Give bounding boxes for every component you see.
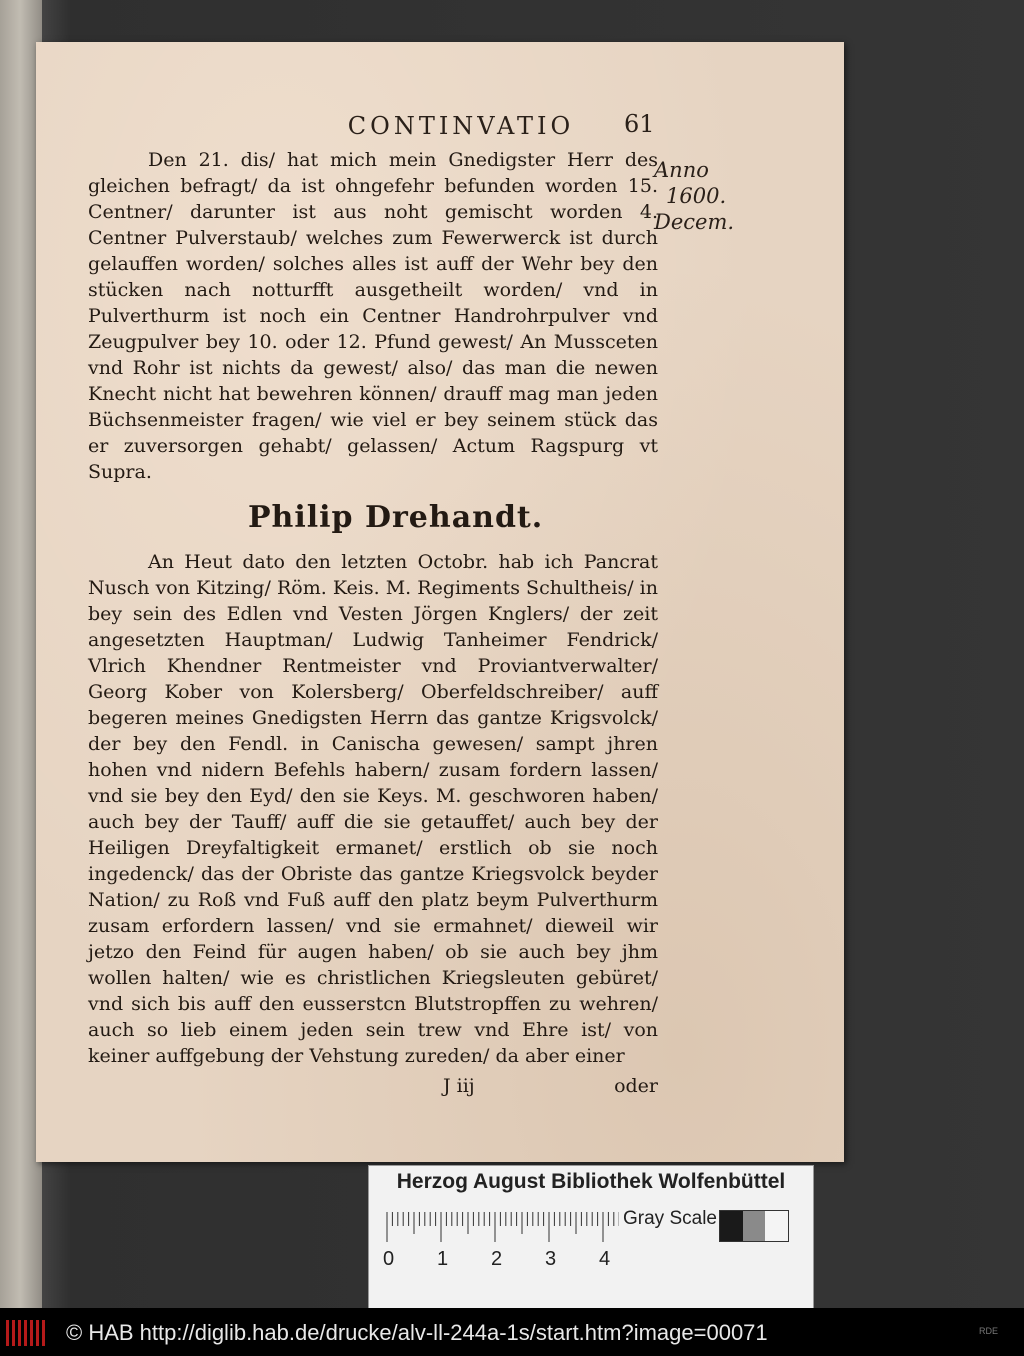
ruler-number: 4 xyxy=(599,1248,611,1270)
book-page xyxy=(36,42,844,1162)
hab-logo-icon xyxy=(6,1320,48,1346)
margin-note-line: Decem. xyxy=(654,210,735,234)
color-calibration-card xyxy=(368,1165,814,1309)
library-name: Herzog August Bibliothek Wolfenbüttel xyxy=(396,1170,786,1193)
section-heading: Philip Drehandt. xyxy=(248,500,544,535)
signature-line xyxy=(88,1073,658,1099)
footer-small-mark: RDE xyxy=(978,1326,998,1336)
paragraph-1: Den 21. dis/ hat mich mein Gnedigster Herr des gleichen befragt/ da ist ohngefehr befunden worden 15. Centner/ darunter ist aus noht gemischt worden 4. Centner Pulverstaub/ welches zum Fewerwerck ist durch gelauffen worden/ solches alles ist auff der Wehr bey den stücken nach notturfft ausgetheilt worden/ vnd in Pulverthurm ist noch ein Centner Handrohrpulver vnd Zeugpulver bey 10. oder 12. Pfund gewest/ An Mussceten vnd Rohr ist nichts da gewest/ also/ das man die newen Knecht nicht hat bewehren können/ drauff mag man jeden Büchsenmeister fragen/ wie viel er bey seinem stück das er zuversorgen gehabt/ gelassen/ Actum Ragspurg vt Supra. xyxy=(88,149,658,483)
footer-url[interactable]: © HAB http://diglib.hab.de/drucke/alv-ll-244a-1s/start.htm?image=00071 xyxy=(66,1320,768,1345)
signature-mark: J iij xyxy=(443,1075,475,1097)
ruler-number: 0 xyxy=(383,1248,395,1270)
margin-note-line: 1600. xyxy=(666,184,727,208)
catchword: oder xyxy=(614,1075,658,1097)
margin-note-line: Anno xyxy=(654,158,709,182)
gray-scale-label: Gray Scale xyxy=(623,1208,717,1229)
ruler-number: 3 xyxy=(545,1248,557,1270)
ruler-number: 1 xyxy=(437,1248,449,1270)
gray-swatch-light xyxy=(765,1211,788,1241)
paragraph-2: An Heut dato den letzten Octobr. hab ich Pancrat Nusch von Kitzing/ Röm. Keis. M. Regiments Schultheis/ in bey sein des Edlen vnd Vesten Jörgen Knglers/ der zeit angesetzten Hauptman/ Ludwig Tanheimer Fendrick/ Vlrich Khendner Rentmeister vnd Proviantverwalter/ Georg Kober von Kolersberg/ Oberfeldschreiber/ auff begeren meines Gnedigsten Herrn das gantze Krigsvolck/ der bey den Fendl. in Canischa gewesen/ sampt jhren hohen vnd nidern Befehls habern/ zusam fordern lassen/ vnd sie bey den Eyd/ den sie Keys. M. geschworen haben/ auch bey der Tauff/ auff die sie getauffet/ auch bey der Heiligen Dreyfaltigkeit ermanet/ erstlich ob sie noch ingedenck/ das der Obriste das gantze Kriegsvolck beyder Nation/ zu Roß vnd Fuß auff den platz beym Pulverthurm zusam erfordern lassen/ vnd sie ermahnet/ dieweil wir jetzo den Feind für augen haben/ ob sie auch bey jhm wollen halten/ wie es christlichen Kriegsleuten gebüret/ vnd sich bis auff den eusserstcn Blutstropffen zu wehren/ auch so lieb einem jeden sein trew vnd Ehre ist/ von keiner auffgebung der Vehstung zureden/ da aber einer xyxy=(88,551,658,1067)
gray-swatch-dark xyxy=(720,1211,743,1241)
margin-note xyxy=(654,157,774,235)
gray-scale-swatches xyxy=(719,1210,789,1242)
body-text xyxy=(88,147,658,1099)
scale-ruler xyxy=(379,1208,619,1248)
gray-swatch-mid xyxy=(743,1211,766,1241)
footer-bar xyxy=(0,1308,1024,1356)
page-number: 61 xyxy=(624,110,655,138)
running-head: CONTINVATIO xyxy=(347,112,575,140)
ruler-number: 2 xyxy=(491,1248,503,1270)
